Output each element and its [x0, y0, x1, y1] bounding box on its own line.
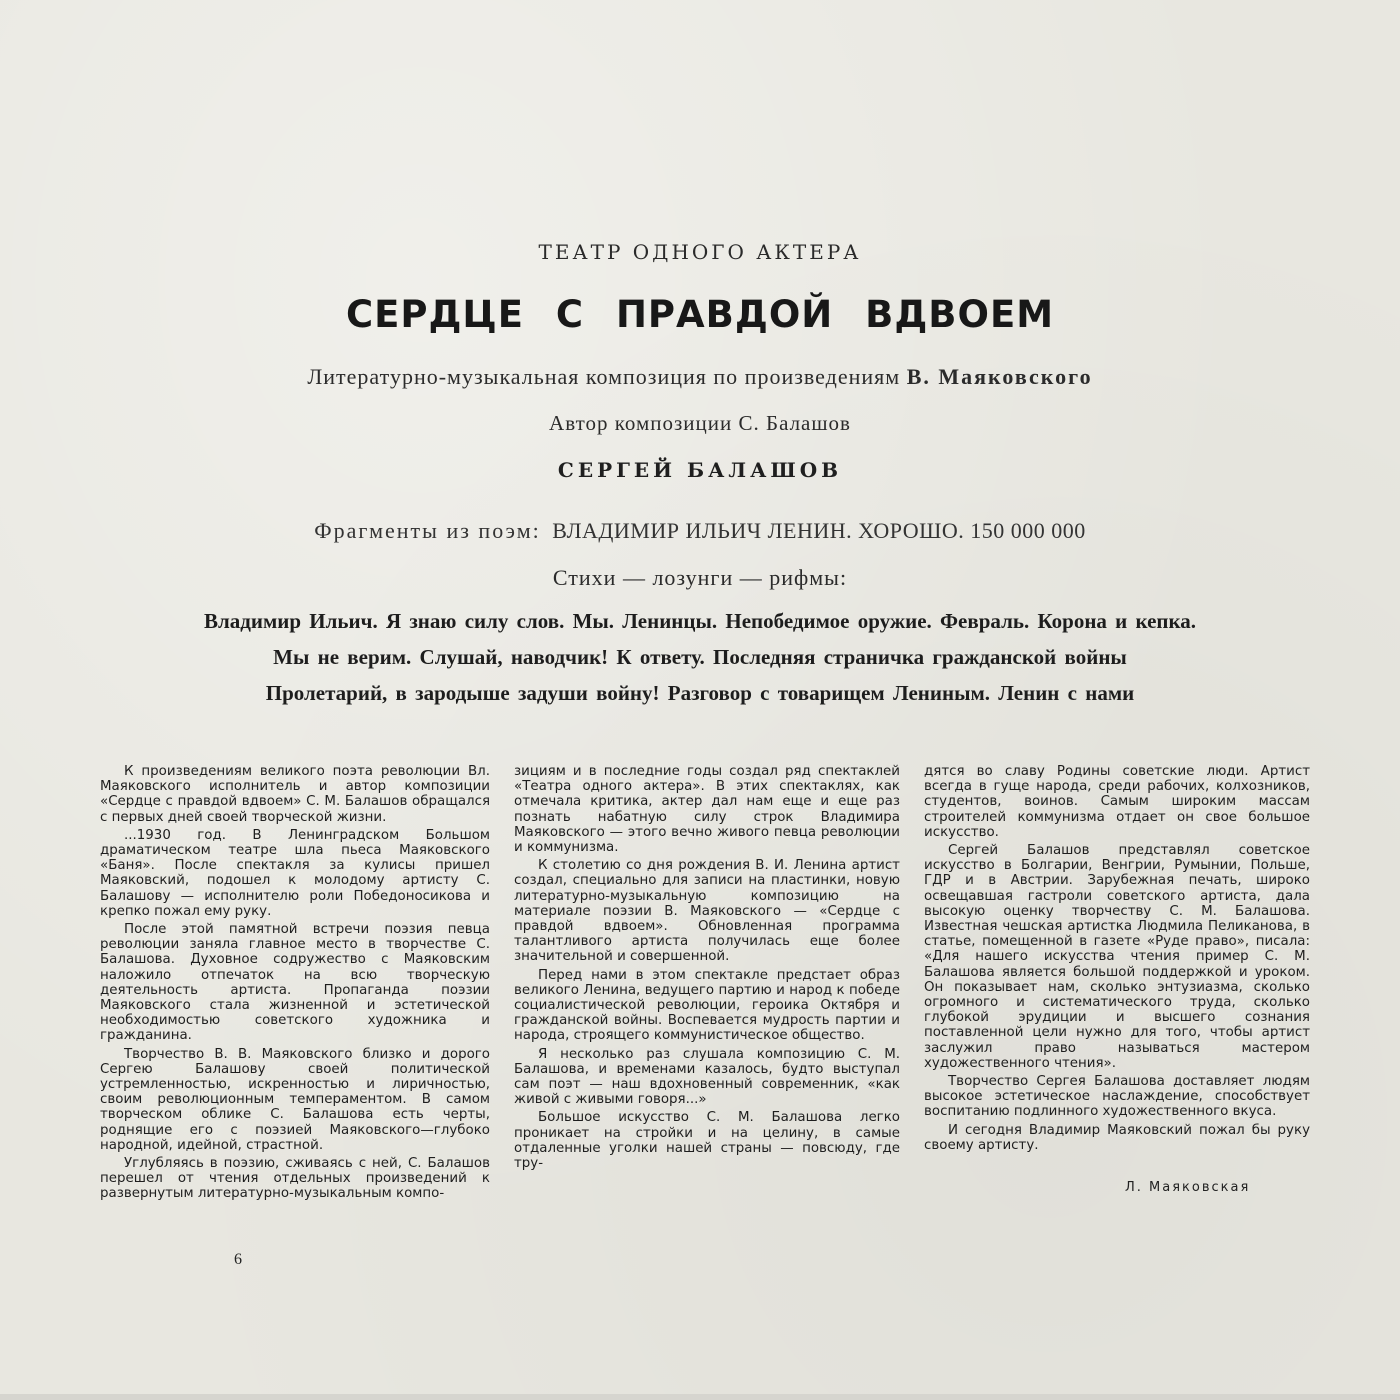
article-paragraph: Большое искусство С. М. Балашова легко проникает на стройки и на целину, в самые отдаленные уголки нашей страны — повсюду, где тру- — [514, 1110, 900, 1172]
article-paragraph: К столетию со дня рождения В. И. Ленина артист создал, специально для записи на пластинки, новую литературно-музыкальную композицию на материале поэзии В. Маяковского — «Сердце с правдой вдвоем». Обновленная программа талантливого артиста получилась еще более значительной и совершенной. — [514, 858, 900, 965]
article-paragraph: Углубляясь в поэзию, сживаясь с ней, С. Балашов перешел от чтения отдельных произведений к развернутым литературно-музыкальным компо- — [100, 1156, 490, 1202]
article-paragraph: дятся во славу Родины советские люди. Артист всегда в гуще народа, среди рабочих, колхозников, студентов, воинов. Самым широким массам строителей коммунизма отдает он свое большое искусство. — [924, 764, 1310, 840]
poems-line: Владимир Ильич. Я знаю силу слов. Мы. Ленинцы. Непобедимое оружие. Февраль. Корона и кепка. — [203, 609, 1197, 633]
article-column-1 — [100, 764, 490, 1205]
poems-line: Мы не верим. Слушай, наводчик! К ответу. Последняя страничка гражданской войны — [273, 645, 1127, 669]
article-signature: Л. Маяковская — [1125, 1180, 1251, 1195]
album-title: СЕРДЦЕ С ПРАВДОЙ ВДВОЕМ — [345, 293, 1055, 336]
series-title: ТЕАТР ОДНОГО АКТЕРА — [538, 240, 862, 264]
performer-name: СЕРГЕЙ БАЛАШОВ — [557, 458, 843, 482]
verses-heading: Стихи — лозунги — рифмы: — [552, 565, 848, 590]
article-paragraph: ...1930 год. В Ленинградском Большом драматическом театре шла пьеса Маяковского «Баня». После спектакля за кулисы пришел Маяковский, подошел к молодому артисту С. Балашову — исполнителю роли Победоносикова и крепко пожал ему руку. — [100, 827, 490, 919]
article-column-2 — [514, 764, 900, 1174]
article-paragraph: Я несколько раз слушала композицию С. М. Балашова, и временами казалось, будто выступал сам поэт — наш вдохновенный современник, «как живой с живыми говоря...» — [514, 1046, 900, 1108]
page-edge — [0, 1394, 1400, 1400]
article-paragraph: К произведениям великого поэта революции Вл. Маяковского исполнитель и автор композиции «Сердце с правдой вдвоем» С. М. Балашов обращался с первых дней своей творческой жизни. — [100, 764, 490, 825]
fragments-label: Фрагменты из поэм: — [314, 518, 541, 543]
fragments-works: ВЛАДИМИР ИЛЬИЧ ЛЕНИН. ХОРОШО. 150 000 000 — [552, 518, 1086, 543]
subtitle-author: В. Маяковского — [906, 364, 1093, 389]
poems-list — [100, 603, 1300, 711]
article-paragraph: зициям и в последние годы создал ряд спектаклей «Театра одного актера». В этих спектаклях, как отмечала критика, актер дал нам еще и еще раз познать набатную силу строк Владимира Маяковского — этого вечно живого певца революции и коммунизма. — [514, 764, 900, 856]
subtitle-text: Литературно-музыкальная композиция по произведениям — [307, 364, 901, 389]
subtitle — [0, 364, 1400, 390]
article-column-3 — [924, 764, 1310, 1156]
fragments-line — [0, 518, 1400, 544]
article-paragraph: И сегодня Владимир Маяковский пожал бы руку своему артисту. — [924, 1122, 1310, 1153]
page-number: 6 — [234, 1251, 242, 1268]
article-paragraph: После этой памятной встречи поэзия певца революции заняла главное место в творчестве С. Балашова. Духовное содружество с Маяковским наложило отпечаток на всю творческую деятельность артиста. Пропаганда поэзии Маяковского стала жизненной и эстетической необходимостью советского художника и гражданина. — [100, 922, 490, 1044]
article-paragraph: Перед нами в этом спектакле предстает образ великого Ленина, ведущего партию и народ к победе социалистической революции, героика Октября и гражданской войны. Воспевается мудрость партии и народа, строящего коммунистическое общество. — [514, 967, 900, 1044]
poems-line: Пролетарий, в зародыше задуши войну! Разговор с товарищем Лениным. Ленин с нами — [265, 681, 1135, 705]
article-paragraph: Творчество В. В. Маяковского близко и дорого Сергею Балашову своей политической устремленностью, искренностью и лиричностью, своим революционным темпераментом. В самом творческом облике С. Балашова есть черты, роднящие его с поэзией Маяковского—глубоко народной, идейной, страстной. — [100, 1046, 490, 1153]
article-paragraph: Творчество Сергея Балашова доставляет людям высокое эстетическое наслаждение, способствует воспитанию подлинного художественного вкуса. — [924, 1074, 1310, 1120]
article-paragraph: Сергей Балашов представлял советское искусство в Болгарии, Венгрии, Румынии, Польше, ГДР и в Австрии. Зарубежная печать, широко освещавшая гастроли советского артиста, дала высокую оценку творчеству С. М. Балашова. Известная чешская артистка Людмила Пеликанова, в статье, помещенной в газете «Руде право», писала: «Для нашего искусства чтения пример С. М. Балашова является большой поддержкой и уроком. Он показывает нам, сколько энтузиазма, сколько огромного и систематического труда, сколько глубокой эрудиции и высшего сознания поставленной цели нужно для того, чтобы артист заслужил право называться мастером художественного чтения». — [924, 843, 1310, 1071]
composition-author: Автор композиции С. Балашов — [549, 411, 851, 435]
